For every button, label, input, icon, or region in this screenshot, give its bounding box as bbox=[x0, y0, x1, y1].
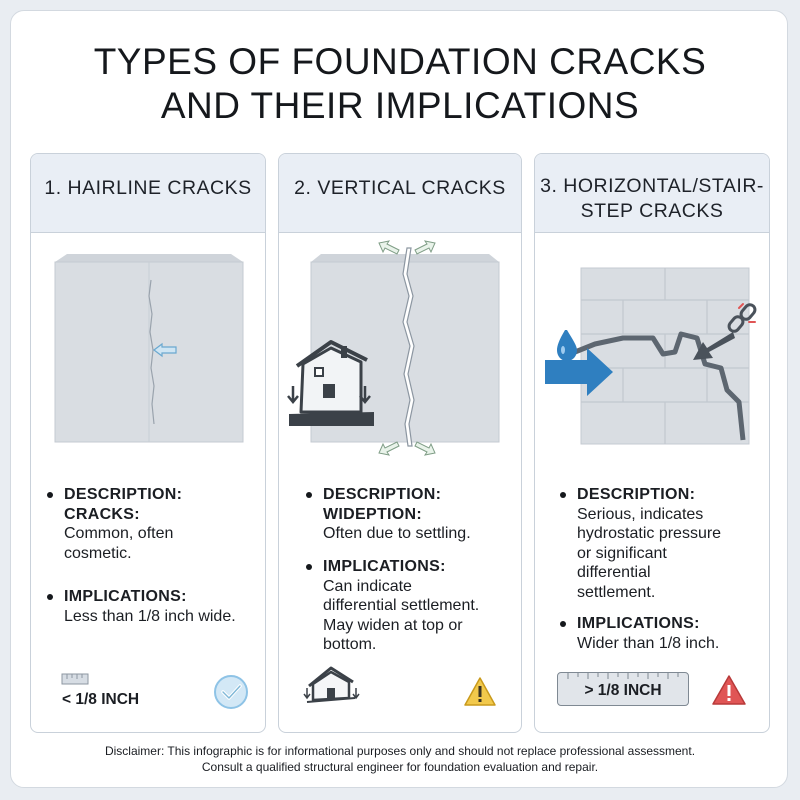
size-label: > 1/8 INCH bbox=[584, 682, 662, 699]
disclaimer-line-1: Disclaimer: This infographic is for informational purposes only and should not replace professional assessment. bbox=[104, 744, 696, 758]
implications-heading: IMPLICATIONS: bbox=[577, 615, 700, 632]
implications-bullet bbox=[577, 614, 719, 653]
card-title-line-2: STEP CRACKS bbox=[580, 200, 724, 222]
title-line-2: AND THEIR IMPLICATIONS bbox=[160, 85, 640, 126]
card-header bbox=[279, 154, 521, 233]
implications-text-line-2: differential settlement. bbox=[323, 597, 480, 614]
water-drop-icon bbox=[557, 330, 577, 361]
checkmark-icon bbox=[213, 674, 249, 710]
card-title: 2. VERTICAL CRACKS bbox=[294, 177, 506, 199]
description-text-line-4: differential bbox=[577, 564, 651, 581]
description-bullet bbox=[577, 485, 721, 602]
disclaimer bbox=[0, 744, 800, 775]
vertical-crack-illustration bbox=[279, 234, 522, 464]
card-hairline-cracks bbox=[30, 153, 266, 733]
description-text-line-1: Often due to settling. bbox=[323, 525, 471, 542]
arrow-down-left-icon bbox=[379, 442, 399, 455]
implications-heading: IMPLICATIONS: bbox=[64, 588, 187, 605]
implications-text-line-1: Less than 1/8 inch wide. bbox=[64, 607, 236, 625]
description-text-line-1: Common, often bbox=[64, 525, 174, 542]
implications-bullet bbox=[323, 557, 479, 655]
description-text-line-3: or significant bbox=[577, 544, 667, 562]
ruler-icon bbox=[61, 672, 91, 688]
implications-bullet bbox=[64, 587, 236, 626]
description-text-line-5: settlement. bbox=[577, 583, 656, 601]
card-title-line-1: 3. HORIZONTAL/STAIR- bbox=[540, 175, 764, 197]
card-vertical-cracks bbox=[278, 153, 522, 733]
card-title bbox=[535, 174, 769, 224]
description-heading: DESCRIPTION: bbox=[323, 486, 442, 503]
implications-text-line-1: Wider than 1/8 inch. bbox=[577, 634, 720, 652]
page-title bbox=[0, 40, 800, 128]
ruler-icon bbox=[557, 672, 689, 706]
implications-text-line-1: Can indicate bbox=[323, 577, 412, 595]
stair-step-crack-illustration bbox=[535, 234, 770, 454]
description-text-line-1: Serious, indicates bbox=[577, 505, 704, 523]
description-subheading: CRACKS: bbox=[64, 505, 140, 523]
description-text-line-2: hydrostatic pressure bbox=[577, 525, 722, 542]
card-title: 1. HAIRLINE CRACKS bbox=[44, 177, 252, 199]
disclaimer-line-2: Consult a qualified structural engineer for foundation evaluation and repair. bbox=[201, 759, 599, 774]
implications-text-line-3: May widen at top or bbox=[323, 616, 463, 634]
size-label: < 1/8 INCH bbox=[62, 691, 140, 708]
title-line-1: TYPES OF FOUNDATION CRACKS bbox=[93, 41, 707, 82]
description-bullet bbox=[64, 485, 182, 563]
description-text-line-2: cosmetic. bbox=[64, 544, 132, 562]
implications-text-line-4: bottom. bbox=[323, 636, 377, 653]
sinking-house-icon bbox=[301, 662, 361, 712]
description-bullet bbox=[323, 485, 471, 544]
description-subheading: WIDEPTION: bbox=[323, 505, 422, 523]
arrow-up-right-icon bbox=[415, 241, 435, 254]
danger-icon bbox=[711, 674, 747, 708]
card-header bbox=[31, 154, 265, 233]
implications-heading: IMPLICATIONS: bbox=[323, 558, 446, 575]
arrow-down-right-icon bbox=[415, 442, 435, 455]
description-heading: DESCRIPTION: bbox=[64, 486, 183, 503]
warning-icon bbox=[463, 676, 497, 708]
arrow-up-left-icon bbox=[379, 241, 399, 254]
hairline-crack-illustration bbox=[31, 234, 266, 454]
description-heading: DESCRIPTION: bbox=[577, 486, 696, 503]
card-header bbox=[535, 154, 769, 233]
card-horizontal-stair-step-cracks bbox=[534, 153, 770, 733]
